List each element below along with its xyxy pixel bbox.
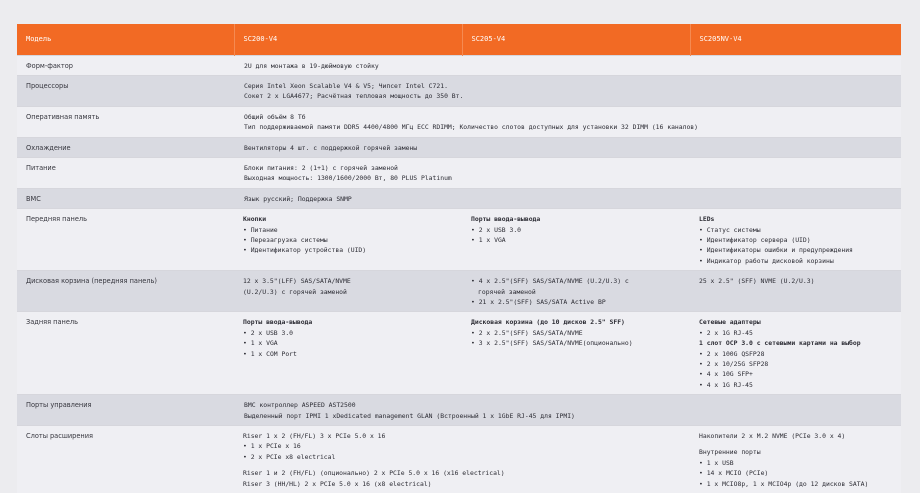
- ocp-slot-note: 1 слот OCP 3.0 с сетевыми картами на выбор: [699, 339, 861, 348]
- value-line: Выделенный порт IPMI 1 xDedicated management GLAN (Встроенный 1 x 1GbE RJ-45 для IPMI): [244, 411, 575, 420]
- row-label: Передняя панель: [26, 215, 87, 224]
- list-item: • Питание: [243, 225, 456, 235]
- list-item: • 1 x USB: [699, 458, 895, 468]
- value-line: Накопители 2 x M.2 NVME (PCIe 3.0 x 4): [699, 432, 846, 441]
- front-buttons-cell: [234, 209, 462, 271]
- list-item: • 1 x VGA: [471, 235, 684, 245]
- bay-sc205nv-cell: 25 x 2.5" (SFF) NVME (U.2/U.3): [699, 277, 815, 286]
- row-value: [234, 75, 901, 106]
- list-item: • 21 x 2.5"(SFF) SAS/SATA Active BP: [471, 297, 684, 307]
- row-value: [234, 157, 901, 188]
- row-bmc: [17, 188, 901, 208]
- row-label: Слоты расширения: [26, 432, 93, 441]
- rear-bay-cell: [462, 312, 690, 395]
- row-label: Порты управления: [26, 401, 92, 410]
- list-item: • 4 x 1G RJ-45: [699, 380, 895, 390]
- header-sc205-v4: SC205-V4: [462, 24, 690, 55]
- row-label: Оперативная память: [26, 112, 100, 121]
- value-line: Riser 1 x 2 (FH/FL) 3 x PCIe 5.0 x 16: [243, 432, 386, 441]
- list-item: • 4 x 2.5"(SFF) SAS/SATA/NVME (U.2/U.3) с: [471, 276, 684, 286]
- list-item: • 2 x 10/25G SFP28: [699, 359, 895, 369]
- list-item: • 2 x 1G RJ-45: [699, 328, 895, 338]
- cell-heading: Дисковая корзина (до 10 дисков 2.5" SFF): [471, 318, 625, 327]
- front-ports-cell: [462, 209, 690, 271]
- list-item: • 2 x PCIe x8 electrical: [243, 452, 684, 462]
- header-model: Модель: [17, 24, 234, 55]
- value-line: Riser 3 (HH/HL) 2 x PCIe 5.0 x 16 (x8 electrical): [243, 479, 432, 488]
- value-line: Сокет 2 x LGA4677; Расчётная тепловая мощность до 350 Вт.: [244, 92, 464, 101]
- front-leds-cell: [690, 209, 901, 271]
- row-rear-panel: [17, 312, 901, 395]
- row-label: Задняя панель: [26, 318, 78, 327]
- value-line: Тип поддерживаемой памяти DDR5 4400/4800 МГц ECC RDIMM; Количество слотов доступных для установки 32 DIMM (16 каналов): [244, 123, 699, 132]
- spec-table-container: [17, 24, 901, 493]
- list-item: • 2 x USB 3.0: [471, 225, 684, 235]
- row-label: Питание: [26, 163, 56, 172]
- list-item: • Статус системы: [699, 225, 895, 235]
- row-value: [234, 395, 901, 426]
- list-item: • Индикатор работы дисковой корзины: [699, 256, 895, 266]
- row-memory: [17, 106, 901, 137]
- spec-table: [17, 24, 901, 493]
- cell-heading: Порты ввода-вывода: [471, 215, 541, 224]
- cell-heading: Сетевые адаптеры: [699, 318, 761, 327]
- value-line: Серия Intel Xeon Scalable V4 & V5; Чипсет Intel C721.: [244, 81, 448, 90]
- list-item: • 2 x 100G QSFP28: [699, 349, 895, 359]
- list-item: • 2 x 2.5"(SFF) SAS/SATA/NVME: [471, 328, 684, 338]
- row-label: Процессоры: [26, 81, 69, 90]
- value-line: BMC контроллер ASPEED AST2500: [244, 401, 356, 410]
- list-item: • Идентификатор устройства (UID): [243, 245, 456, 255]
- row-label: Охлаждение: [26, 143, 71, 152]
- list-item: • 1 x MCIO8p, 1 x MCIO4p (до 12 дисков SATA): [699, 479, 895, 489]
- row-processors: [17, 75, 901, 106]
- row-value: Язык русский; Поддержка SNMP: [244, 194, 352, 203]
- list-item: • 2 x USB 3.0: [243, 328, 456, 338]
- list-item: • Идентификатор сервера (UID): [699, 235, 895, 245]
- list-item: • 1 x VGA: [243, 338, 456, 348]
- list-item: • Перезагрузка системы: [243, 235, 456, 245]
- header-row: [17, 24, 901, 55]
- header-sc205nv-v4: SC205NV-V4: [690, 24, 901, 55]
- bay-sc205-cell: [462, 271, 690, 312]
- rear-ports-cell: [234, 312, 462, 395]
- row-power: [17, 157, 901, 188]
- value-line: Блоки питания: 2 (1+1) с горячей заменой: [244, 163, 398, 172]
- list-item: • 14 x MCIO (PCIe): [699, 468, 895, 478]
- row-value: [234, 106, 901, 137]
- value-line: горячей заменой: [478, 287, 536, 296]
- row-label: BMC: [26, 194, 41, 203]
- rear-network-cell: [690, 312, 901, 395]
- list-item: • Идентификаторы ошибки и предупреждения: [699, 245, 895, 255]
- row-front-panel: [17, 209, 901, 271]
- value-line: 12 x 3.5"(LFF) SAS/SATA/NVME: [243, 277, 351, 286]
- row-value: Вентиляторы 4 шт. с поддержкой горячей замены: [244, 143, 418, 152]
- cell-heading: Порты ввода-вывода: [243, 318, 313, 327]
- value-line: (U.2/U.3) с горячей заменой: [243, 287, 347, 296]
- cell-heading: Кнопки: [243, 215, 267, 224]
- bay-sc200-cell: [234, 271, 462, 312]
- list-item: • 4 x 10G SFP+: [699, 369, 895, 379]
- value-line: Выходная мощность: 1300/1600/2000 Вт, 80 PLUS Platinum: [244, 174, 452, 183]
- row-label: Форм-фактор: [26, 61, 73, 70]
- row-cooling: [17, 137, 901, 157]
- list-item: • 1 x COM Port: [243, 349, 456, 359]
- row-drive-bay: [17, 271, 901, 312]
- value-line: Общий объём 8 Тб: [244, 112, 306, 121]
- row-form-factor: [17, 55, 901, 75]
- list-item: • 3 x 2.5"(SFF) SAS/SATA/NVME(опционально): [471, 338, 684, 348]
- list-item: • 1 x PCIe x 16: [243, 441, 684, 451]
- row-label: Дисковая корзина (передняя панель): [26, 277, 157, 286]
- header-sc200-v4: SC200-V4: [234, 24, 462, 55]
- value-line: Riser 1 и 2 (FH/FL) (опционально) 2 x PCIe 5.0 x 16 (x16 electrical): [243, 469, 505, 478]
- row-value: 2U для монтажа в 19-дюймовую стойку: [244, 61, 379, 70]
- cell-heading: LEDs: [699, 215, 715, 224]
- value-line: Внутренние порты: [699, 448, 761, 457]
- row-management-ports: [17, 395, 901, 426]
